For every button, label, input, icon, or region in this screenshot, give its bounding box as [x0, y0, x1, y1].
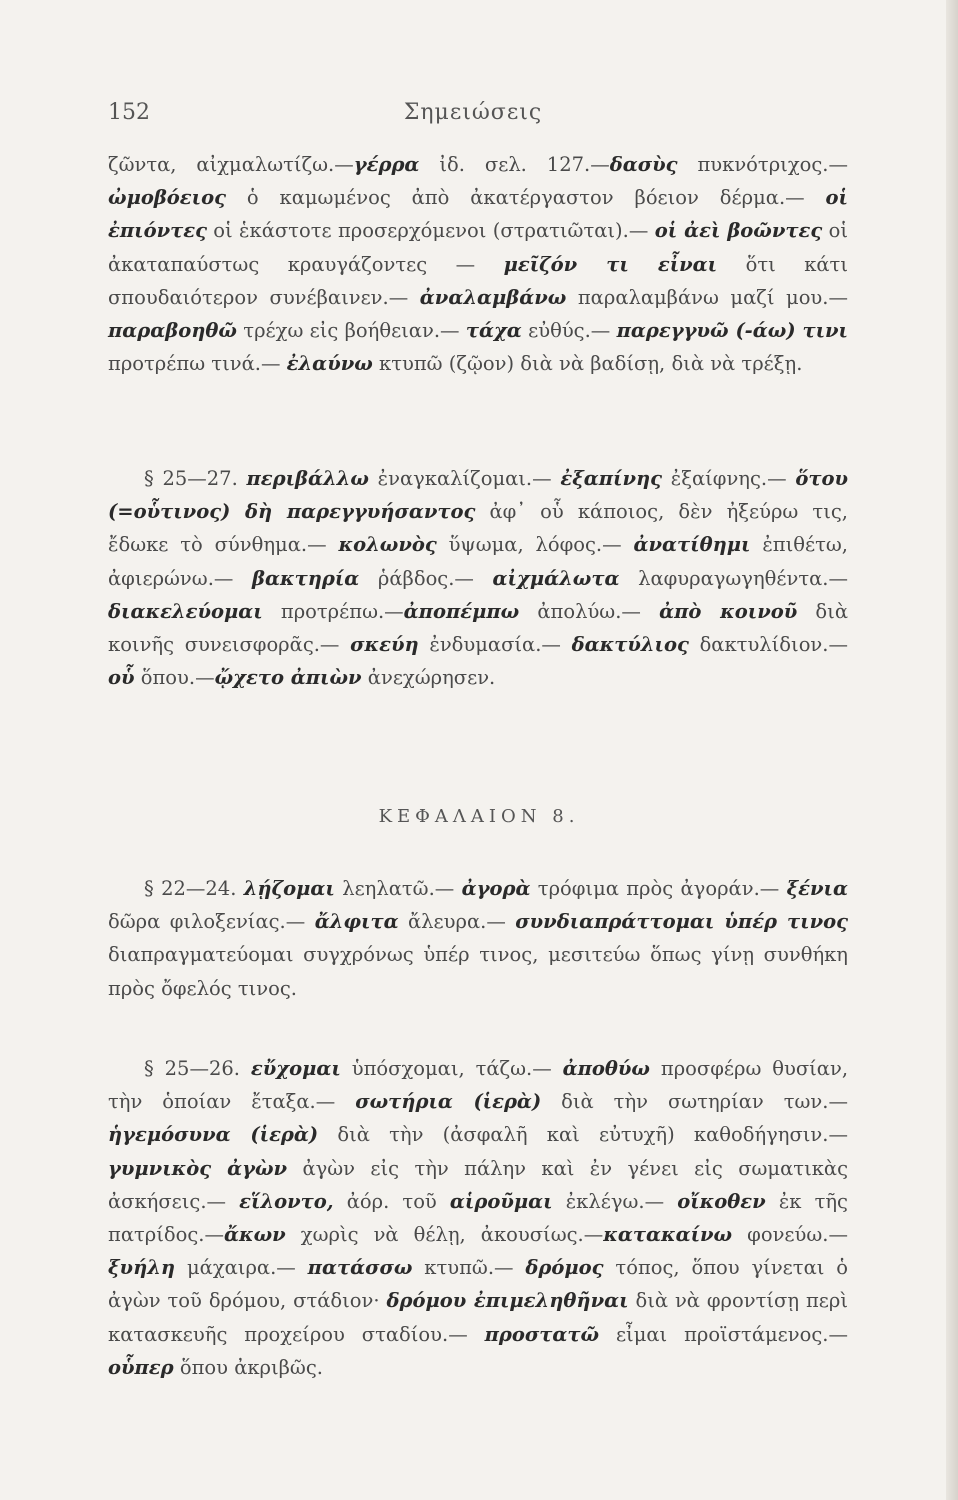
- lemma-term: ὅτου (=οὗτινος) δὴ παρεγγυήσαντος: [108, 467, 848, 524]
- gloss-text: διαπραγματεύομαι συγχρόνως ὑπέρ τινος, μεσιτεύω ὅπως γίνῃ συνθήκη πρὸς ὄφελός τινος.: [108, 943, 848, 1000]
- notes-paragraph-section-25-27: [108, 462, 848, 694]
- gloss-text: ἐπιθέτω, ἀφιερώνω.—: [108, 533, 848, 590]
- gloss-text: μάχαιρα.—: [175, 1256, 308, 1280]
- lemma-term: εἵλοντο,: [239, 1189, 334, 1213]
- gloss-text: εὐθύς.—: [521, 319, 617, 343]
- gloss-text: [240, 1057, 251, 1080]
- notes-paragraph-section-22-24: [108, 872, 848, 1005]
- gloss-text: ἀόρ. τοῦ: [333, 1189, 450, 1213]
- gloss-text: ὕψωμα, λόφος.—: [436, 533, 634, 557]
- gloss-text: ἀγὼν εἰς τὴν πάλην καὶ ἐν γένει εἰς σωματικὰς ἀσκήσεις.—: [108, 1156, 848, 1213]
- gloss-text: ὁ καμωμένος ἀπὸ ἀκατέργαστον βόειον δέρμα.—: [225, 186, 826, 210]
- lemma-term: δρόμος: [525, 1256, 604, 1280]
- gloss-text: οἱ ἑκάστοτε προσερχόμενοι (στρατιῶται).—: [206, 219, 655, 243]
- gloss-text: κτυπῶ (ζῷον) διὰ νὰ βαδίσῃ, διὰ νὰ τρέξῃ.: [372, 352, 803, 376]
- gloss-text: λαφυραγωγηθέντα.—: [619, 566, 848, 590]
- lemma-term: οἱ ἀεὶ βοῶντες: [654, 219, 823, 243]
- lemma-term: περιβάλλω: [246, 467, 369, 490]
- gloss-text: ἐξαίφνης.—: [662, 467, 796, 490]
- gloss-text: τόπος, ὅπου γίνεται ὁ ἀγὼν τοῦ δρόμου, στάδιον·: [108, 1256, 848, 1313]
- gloss-text: προτρέπω.—: [262, 599, 404, 623]
- gloss-text: [238, 467, 247, 490]
- lemma-term: ᾤχετο ἀπιὼν: [214, 666, 362, 690]
- lemma-term: ἀπὸ κοινοῦ: [659, 599, 798, 623]
- gloss-text: διὰ τὴν (ἀσφαλῆ καὶ εὐτυχῆ) καθοδήγησιν.—: [318, 1123, 848, 1147]
- gloss-text: ὅτι κάτι σπουδαιότερον συνέβαινεν.—: [108, 252, 848, 309]
- lemma-term: ξυήλη: [108, 1256, 176, 1280]
- lemma-term: ἀνατίθημι: [633, 533, 751, 557]
- lemma-term: πατάσσω: [307, 1256, 413, 1280]
- lemma-term: ἐλαύνω: [286, 352, 373, 376]
- gloss-text: δῶρα φιλοξενίας.—: [108, 910, 315, 934]
- gloss-text: διὰ κοινῆς συνεισφορᾶς.—: [108, 599, 848, 657]
- gloss-text: τρόφιμα πρὸς ἀγοράν.—: [530, 877, 787, 900]
- gloss-text: ἐκ τῆς πατρίδος.—: [108, 1189, 848, 1247]
- gloss-text: φονεύω.—: [732, 1223, 848, 1247]
- lemma-term: ὠμοβόειος: [108, 186, 226, 210]
- lemma-term: ἡγεμόσυνα (ἱερὰ): [108, 1123, 319, 1147]
- lemma-term: ἀποπέμπω: [403, 599, 520, 623]
- lemma-term: σκεύη: [350, 633, 419, 657]
- gloss-text: οἱ ἀκαταπαύστως κραυγάζοντες —: [108, 219, 848, 276]
- lemma-term: μεῖζόν τι εἶναι: [503, 252, 718, 276]
- lemma-term: γέρρα: [353, 153, 420, 176]
- gloss-text: ἄλευρα.—: [398, 910, 516, 934]
- gloss-text: ἀνεχώρησεν.: [361, 666, 496, 690]
- running-title: Σημειώσεις: [403, 100, 543, 125]
- lemma-term: διακελεύομαι: [108, 599, 263, 623]
- lemma-term: ἀποθύω: [562, 1057, 650, 1080]
- lemma-term: τάχα: [465, 319, 522, 343]
- gloss-text: χωρὶς νὰ θέλῃ, ἀκουσίως.—: [285, 1223, 604, 1247]
- gloss-text: κτυπῶ.—: [412, 1256, 526, 1280]
- notes-paragraph-1: [108, 148, 848, 380]
- lemma-term: βακτηρία: [252, 566, 360, 590]
- lemma-term: ἀγορὰ: [461, 877, 531, 900]
- lemma-term: δακτύλιος: [571, 633, 689, 657]
- gloss-text: ὅπου ἀκριβῶς.: [173, 1355, 323, 1379]
- gloss-text: διὰ νὰ φροντίσῃ περὶ κατασκευῆς προχείρου σταδίου.—: [108, 1289, 849, 1346]
- notes-paragraph-section-25-26: [108, 1052, 848, 1384]
- lemma-term: γυμνικὸς ἀγὼν: [108, 1156, 288, 1180]
- lemma-term: ἄλφιτα: [314, 910, 399, 934]
- section-reference: § 25—27.: [144, 467, 238, 490]
- gloss-text: προτρέπω τινά.—: [108, 352, 287, 376]
- lemma-term: παραβοηθῶ: [108, 319, 237, 343]
- gloss-text: ὅπου.—: [134, 666, 215, 690]
- gloss-text: ἰδ. σελ. 127.—: [419, 153, 610, 176]
- section-reference: § 22—24.: [144, 877, 237, 900]
- lemma-term: εὔχομαι: [250, 1057, 341, 1080]
- lemma-term: συνδιαπράττομαι ὑπέρ τινος: [515, 910, 849, 934]
- lemma-term: δρόμου ἐπιμεληθῆναι: [386, 1289, 629, 1313]
- gloss-text: ῥάβδος.—: [359, 566, 493, 590]
- lemma-term: κατακαίνω: [603, 1223, 733, 1247]
- lemma-term: ἀναλαμβάνω: [419, 285, 567, 309]
- gloss-text: διὰ τὴν σωτηρίαν των.—: [541, 1090, 848, 1114]
- lemma-term: οὗ: [108, 666, 135, 690]
- gloss-text: δακτυλίδιον.—: [688, 633, 848, 657]
- lemma-term: δασὺς: [609, 153, 678, 176]
- lemma-term: ἄκων: [223, 1223, 286, 1247]
- gloss-text: ἐκλέγω.—: [552, 1189, 678, 1213]
- page-edge-shadow: [946, 0, 958, 1500]
- lemma-term: ξένια: [786, 877, 848, 900]
- lemma-term: οἴκοθεν: [677, 1189, 766, 1213]
- lemma-term: σωτήρια (ἱερὰ): [355, 1090, 542, 1114]
- gloss-text: ὑπόσχομαι, τάζω.—: [340, 1057, 563, 1080]
- lemma-term: παρεγγυῶ (-άω) τινι: [616, 319, 848, 343]
- chapter-heading: ΚΕΦΑΛΑΙΟΝ 8.: [378, 806, 580, 827]
- gloss-text: ἀφ᾽ οὗ κάποιος, δὲν ἠξεύρω τις, ἔδωκε τὸ σύνθημα.—: [108, 500, 848, 557]
- gloss-text: τρέχω εἰς βοήθειαν.—: [236, 319, 466, 343]
- gloss-text: πυκνότριχος.—: [677, 153, 848, 176]
- gloss-text: ἐνδυμασία.—: [418, 633, 572, 657]
- lemma-term: οἱ ἐπιόντες: [108, 186, 848, 243]
- gloss-text: ζῶντα, αἰχμαλωτίζω.—: [108, 153, 354, 176]
- section-reference: § 25—26.: [144, 1057, 240, 1080]
- gloss-text: παραλαμβάνω μαζί μου.—: [566, 285, 848, 309]
- lemma-term: οὗπερ: [108, 1355, 174, 1379]
- gloss-text: προσφέρω θυσίαν, τὴν ὁποίαν ἔταξα.—: [108, 1057, 849, 1114]
- page-header: [108, 100, 838, 134]
- lemma-term: προστατῶ: [484, 1322, 600, 1346]
- gloss-text: ἀπολύω.—: [519, 599, 660, 623]
- gloss-text: [236, 877, 243, 900]
- lemma-term: λῄζομαι: [243, 877, 335, 900]
- lemma-term: ἐξαπίνης: [560, 467, 663, 490]
- page-number: 152: [108, 100, 150, 125]
- lemma-term: αἱροῦμαι: [449, 1189, 553, 1213]
- gloss-text: εἶμαι προϊστάμενος.—: [599, 1322, 848, 1346]
- lemma-term: αἰχμάλωτα: [492, 566, 620, 590]
- lemma-term: κολωνὸς: [338, 533, 437, 557]
- gloss-text: λεηλατῶ.—: [334, 877, 462, 900]
- gloss-text: ἐναγκαλίζομαι.—: [368, 467, 561, 490]
